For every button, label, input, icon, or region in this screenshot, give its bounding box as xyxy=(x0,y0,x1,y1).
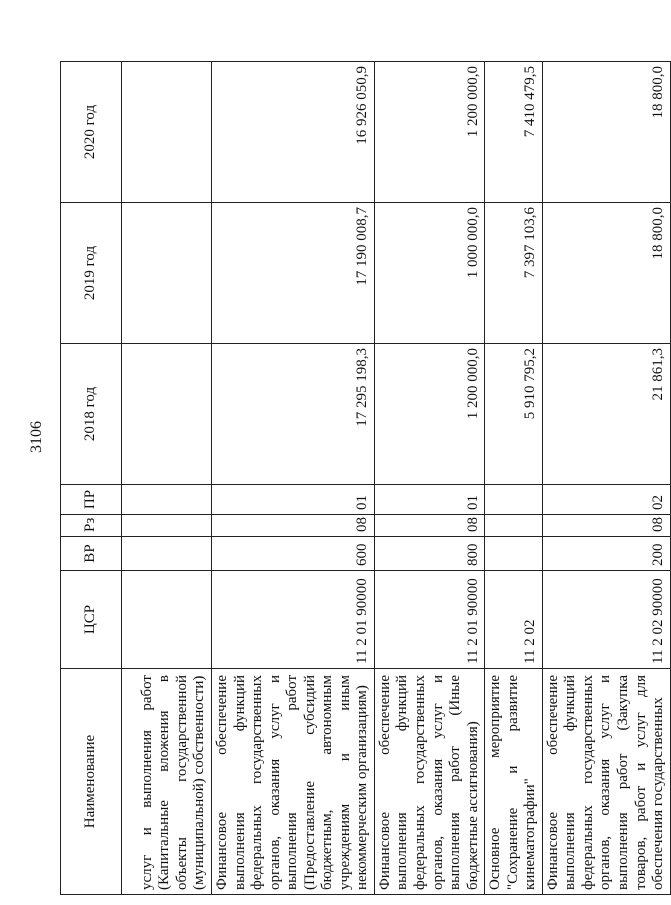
row-vr: 600 xyxy=(212,537,375,571)
row-2018 xyxy=(122,344,212,485)
row-vr xyxy=(485,537,543,571)
header-2019: 2019 год xyxy=(61,203,122,344)
row-2019 xyxy=(122,203,212,344)
table-row xyxy=(374,62,484,895)
row-2019: 18 800,0 xyxy=(542,203,670,344)
row-pr: 01 xyxy=(374,485,484,515)
row-vr: 800 xyxy=(374,537,484,571)
row-2020: 16 926 050,9 xyxy=(212,62,375,203)
row-rz: 08 xyxy=(212,515,375,537)
row-2020: 7 410 479,5 xyxy=(485,62,543,203)
row-name: Основное мероприятие "Сохранение и развитие кинематографии" xyxy=(485,669,543,895)
row-csr: 11 2 02 90000 xyxy=(542,571,670,669)
row-rz xyxy=(485,515,543,537)
header-vr: ВР xyxy=(61,537,122,571)
row-csr: 11 2 01 90000 xyxy=(212,571,375,669)
row-csr xyxy=(122,571,212,669)
row-vr xyxy=(122,537,212,571)
table-row xyxy=(485,62,543,895)
row-name: Финансовое обеспечение выполнения функций федеральных государственных органов, оказания услуг и выполнения работ (Иные бюджетные ассигнования) xyxy=(374,669,484,895)
row-csr: 11 2 02 xyxy=(485,571,543,669)
header-2018: 2018 год xyxy=(61,344,122,485)
row-2018: 17 295 198,3 xyxy=(212,344,375,485)
row-2019: 7 397 103,6 xyxy=(485,203,543,344)
page-number: 3106 xyxy=(28,421,45,453)
row-2018: 21 861,3 xyxy=(542,344,670,485)
header-2020: 2020 год xyxy=(61,62,122,203)
row-rz: 08 xyxy=(542,515,670,537)
row-rz xyxy=(122,515,212,537)
row-2019: 17 190 008,7 xyxy=(212,203,375,344)
table-row xyxy=(212,62,375,895)
row-2020 xyxy=(122,62,212,203)
row-2018: 1 200 000,0 xyxy=(374,344,484,485)
header-rz: Рз xyxy=(61,515,122,537)
table-row xyxy=(122,62,212,895)
header-name: Наименование xyxy=(61,669,122,895)
row-name: услуг и выполнения работ (Капитальные вложения в объекты государственной (муниципальной) собственности) xyxy=(122,669,212,895)
table-header-row xyxy=(61,62,122,895)
row-pr xyxy=(485,485,543,515)
budget-table xyxy=(60,61,671,895)
table-row xyxy=(542,62,670,895)
budget-table-container xyxy=(60,61,667,895)
row-csr: 11 2 01 90000 xyxy=(374,571,484,669)
row-name: Финансовое обеспечение выполнения функций федеральных государственных органов, оказания услуг и выполнения работ (Закупка товаров, работ и услуг для обеспечения государственных xyxy=(542,669,670,895)
row-pr: 01 xyxy=(212,485,375,515)
header-pr: ПР xyxy=(61,485,122,515)
row-2018: 5 910 795,2 xyxy=(485,344,543,485)
header-csr: ЦСР xyxy=(61,571,122,669)
row-vr: 200 xyxy=(542,537,670,571)
row-2020: 1 200 000,0 xyxy=(374,62,484,203)
row-pr xyxy=(122,485,212,515)
row-rz: 08 xyxy=(374,515,484,537)
row-2019: 1 000 000,0 xyxy=(374,203,484,344)
row-2020: 18 800,0 xyxy=(542,62,670,203)
row-pr: 02 xyxy=(542,485,670,515)
row-name: Финансовое обеспечение выполнения функций федеральных государственных органов, оказания услуг и выполнения работ (Предоставление субсидий бюджетным, автономным учреждениям и иным некоммерческим организациям) xyxy=(212,669,375,895)
